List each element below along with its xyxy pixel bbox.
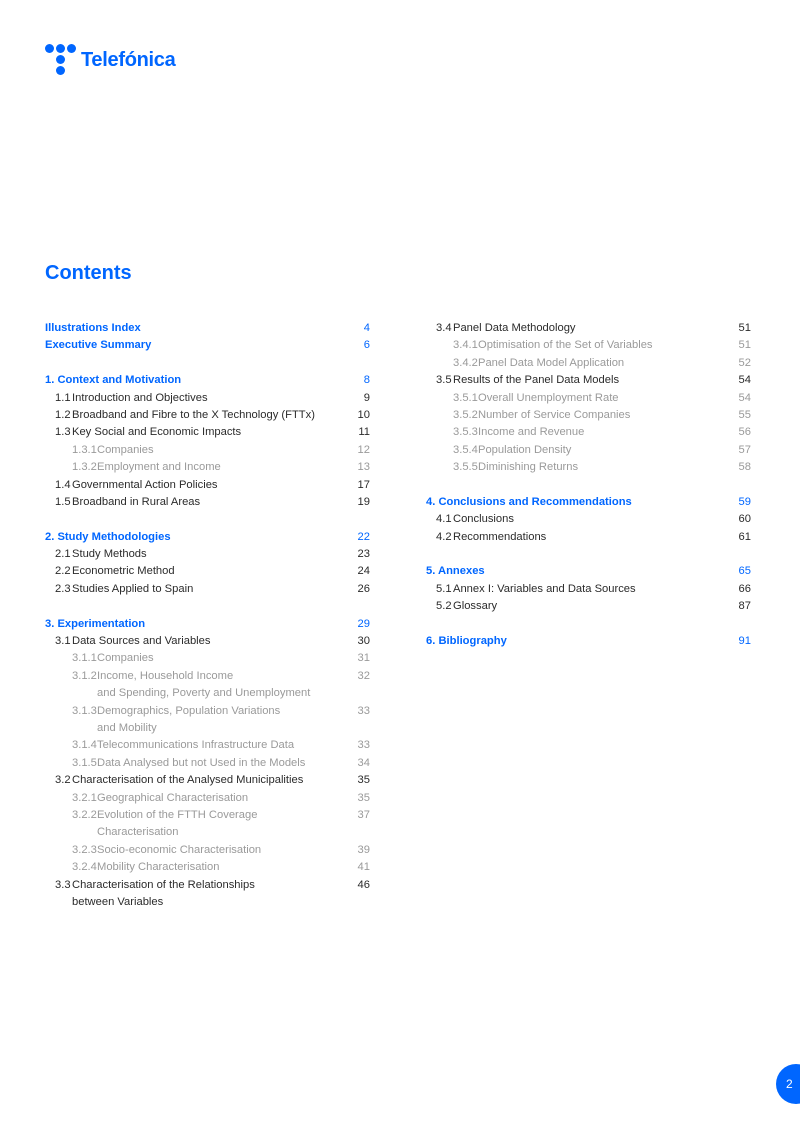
toc-page-number: 46 xyxy=(357,878,370,891)
toc-entry-title: Income, Household Income xyxy=(97,669,234,682)
toc-page-number: 12 xyxy=(357,443,370,456)
toc-page-number: 31 xyxy=(357,652,370,665)
toc-spacer xyxy=(426,546,751,563)
toc-page-number: 57 xyxy=(738,443,751,456)
toc-entry-title: Executive Summary xyxy=(45,339,152,352)
toc-entry xyxy=(45,494,370,511)
toc-entry-number: 3.4.2 xyxy=(453,356,478,369)
toc-entry-title: Governmental Action Policies xyxy=(72,478,218,491)
toc-page-number: 54 xyxy=(738,374,751,387)
toc-page-number: 19 xyxy=(357,495,370,508)
toc-entry-title: Results of the Panel Data Models xyxy=(453,374,620,387)
toc-page-number: 35 xyxy=(357,791,370,804)
toc-entry-number: 3.5.1 xyxy=(453,391,478,404)
toc-entry-number: 5.1 xyxy=(436,582,452,595)
toc-page-number: 65 xyxy=(738,565,751,578)
toc-entry xyxy=(426,442,751,459)
toc-page-number: 39 xyxy=(357,843,370,856)
toc-entry xyxy=(45,685,370,702)
toc-entry xyxy=(426,355,751,372)
toc-page-number: 34 xyxy=(357,756,370,769)
toc-entry-title: between Variables xyxy=(72,895,164,908)
toc-entry-number: 2.1 xyxy=(55,548,71,561)
toc-entry-title: Employment and Income xyxy=(97,461,221,474)
toc-entry-number: 5.2 xyxy=(436,600,452,613)
toc-entry-number: 3.1.2 xyxy=(72,669,97,682)
toc-entry-title: Population Density xyxy=(478,443,572,456)
toc-right-column xyxy=(426,320,751,650)
toc-entry-number: 3.2.3 xyxy=(72,843,97,856)
toc-entry-title: and Spending, Poverty and Unemployment xyxy=(97,687,311,700)
toc-entry-title: Characterisation of the Analysed Municipalities xyxy=(72,774,304,787)
toc-page-number: 61 xyxy=(738,530,751,543)
toc-entry-title: Panel Data Methodology xyxy=(453,322,576,334)
toc-entry-number: 1.4 xyxy=(55,478,71,491)
toc-entry-title: Introduction and Objectives xyxy=(72,391,208,404)
toc-spacer xyxy=(426,477,751,494)
toc-entry-number: 3.5 xyxy=(436,374,452,387)
toc-page-number: 91 xyxy=(738,635,751,648)
toc-entry xyxy=(45,737,370,754)
toc-entry xyxy=(45,772,370,789)
toc-section-heading xyxy=(45,320,370,337)
toc-page-number: 55 xyxy=(738,408,751,421)
toc-entry xyxy=(426,529,751,546)
toc-entry-number: 3.4 xyxy=(436,322,452,334)
toc-section-heading xyxy=(426,563,751,580)
toc-entry-title: Broadband in Rural Areas xyxy=(72,495,201,508)
toc-entry xyxy=(45,877,370,894)
toc-entry-number: 3.5.3 xyxy=(453,426,478,439)
toc-entry-title: Recommendations xyxy=(453,530,547,543)
toc-entry-title: Diminishing Returns xyxy=(478,461,579,474)
toc-entry-title: 5. Annexes xyxy=(426,565,485,578)
toc-page-number: 26 xyxy=(357,582,370,595)
toc-entry-number: 2.2 xyxy=(55,565,71,578)
toc-page-number: 10 xyxy=(357,408,370,421)
toc-entry-number: 3.4.1 xyxy=(453,339,478,352)
toc-entry-title: Panel Data Model Application xyxy=(478,356,625,369)
toc-entry xyxy=(45,720,370,737)
toc-page-number: 35 xyxy=(357,774,370,787)
toc-entry-title: Conclusions xyxy=(453,513,514,526)
toc-entry xyxy=(45,807,370,824)
toc-page-number: 33 xyxy=(357,704,370,717)
toc-entry-title: Mobility Characterisation xyxy=(97,861,220,874)
toc-entry-title: Telecommunications Infrastructure Data xyxy=(97,739,295,752)
toc-entry-title: 2. Study Methodologies xyxy=(45,530,171,543)
toc-entry xyxy=(45,407,370,424)
toc-entry-title: 1. Context and Motivation xyxy=(45,374,182,387)
toc-entry xyxy=(45,859,370,876)
toc-entry xyxy=(45,442,370,459)
toc-entry xyxy=(45,842,370,859)
toc-entry-number: 4.2 xyxy=(436,530,452,543)
toc-entry-title: Key Social and Economic Impacts xyxy=(72,426,242,439)
toc-entry-title: Characterisation xyxy=(97,826,179,839)
toc-entry-title: Overall Unemployment Rate xyxy=(478,391,619,404)
toc-page-number: 9 xyxy=(363,391,370,404)
toc-entry-title: 4. Conclusions and Recommendations xyxy=(426,495,632,508)
toc-page-number: 30 xyxy=(357,635,370,648)
toc-entry-title: Characterisation of the Relationships xyxy=(72,878,255,891)
toc-entry xyxy=(45,668,370,685)
toc-entry-title: Study Methods xyxy=(72,548,147,561)
toc-entry-title: 3. Experimentation xyxy=(45,617,146,630)
page-number-badge: 2 xyxy=(776,1064,800,1104)
toc-entry-number: 2.3 xyxy=(55,582,71,595)
toc-page-number: 56 xyxy=(738,426,751,439)
toc-entry-number: 3.1.1 xyxy=(72,652,97,665)
toc-entry xyxy=(426,337,751,354)
toc-entry-title: Data Analysed but not Used in the Models xyxy=(97,756,306,769)
toc-entry xyxy=(426,390,751,407)
toc-page-number: 11 xyxy=(358,426,370,439)
toc-page-number: 23 xyxy=(357,548,370,561)
toc-page-number: 58 xyxy=(738,461,751,474)
toc-entry-title: Optimisation of the Set of Variables xyxy=(478,339,653,352)
toc-entry xyxy=(45,581,370,598)
toc-page-number: 66 xyxy=(738,582,751,595)
toc-page-number: 4 xyxy=(363,322,370,334)
toc-entry-number: 3.2.2 xyxy=(72,808,97,821)
toc-entry-number: 3.5.2 xyxy=(453,408,478,421)
toc-page-number: 22 xyxy=(357,530,370,543)
toc-entry xyxy=(426,407,751,424)
toc-spacer xyxy=(45,355,370,372)
toc-page-number: 37 xyxy=(357,808,370,821)
toc-entry-title: Annex I: Variables and Data Sources xyxy=(453,582,636,595)
toc-entry-number: 1.3.2 xyxy=(72,461,97,474)
toc-entry-number: 3.1 xyxy=(55,635,71,648)
toc-page-number: 52 xyxy=(738,356,751,369)
toc-entry-number: 3.3 xyxy=(55,878,71,891)
toc-entry xyxy=(426,598,751,615)
toc-section-heading xyxy=(45,337,370,354)
toc-left-column xyxy=(45,320,370,911)
toc-entry xyxy=(45,424,370,441)
toc-entry xyxy=(45,477,370,494)
toc-page-number: 8 xyxy=(363,374,370,387)
toc-entry-title: 6. Bibliography xyxy=(426,635,507,648)
toc-entry xyxy=(45,633,370,650)
toc-entry-number: 3.1.4 xyxy=(72,739,97,752)
toc-entry-number: 3.2 xyxy=(55,774,71,787)
toc-page-number: 60 xyxy=(738,513,751,526)
toc-section-heading xyxy=(45,616,370,633)
toc-entry xyxy=(45,546,370,563)
toc-entry-title: Data Sources and Variables xyxy=(72,635,211,648)
toc-page-number: 41 xyxy=(357,861,370,874)
toc-entry-title: Studies Applied to Spain xyxy=(72,582,194,595)
toc-entry-number: 4.1 xyxy=(436,513,452,526)
toc-page-number: 51 xyxy=(738,322,751,334)
toc-entry xyxy=(426,320,751,337)
telefonica-logo xyxy=(45,44,175,76)
toc-entry xyxy=(45,790,370,807)
toc-entry-title: Companies xyxy=(97,443,154,456)
toc-entry-title: Glossary xyxy=(453,600,498,613)
toc-page-number: 59 xyxy=(738,495,751,508)
brand-name: Telefónica xyxy=(81,48,176,71)
toc-page-number: 32 xyxy=(357,669,370,682)
toc-section-heading xyxy=(45,529,370,546)
toc-entry xyxy=(45,563,370,580)
toc-entry xyxy=(426,459,751,476)
toc-entry-number: 3.1.5 xyxy=(72,756,97,769)
toc-entry-number: 3.1.3 xyxy=(72,704,97,717)
toc-entry xyxy=(45,650,370,667)
toc-entry xyxy=(426,372,751,389)
toc-entry xyxy=(426,424,751,441)
toc-spacer xyxy=(45,598,370,615)
toc-page-number: 24 xyxy=(357,565,370,578)
toc-entry-number: 1.2 xyxy=(55,408,71,421)
toc-spacer xyxy=(426,616,751,633)
page-title: Contents xyxy=(45,262,132,284)
toc-page-number: 29 xyxy=(357,617,370,630)
toc-entry-title: Broadband and Fibre to the X Technology (FTTx) xyxy=(72,408,315,421)
toc-entry-title: Demographics, Population Variations xyxy=(97,704,281,717)
toc-section-heading xyxy=(426,494,751,511)
toc-entry-number: 3.2.1 xyxy=(72,791,97,804)
toc-section-heading xyxy=(45,372,370,389)
toc-entry-title: Econometric Method xyxy=(72,565,175,578)
toc-entry xyxy=(45,703,370,720)
toc-entry-number: 1.3 xyxy=(55,426,71,439)
toc-entry xyxy=(45,755,370,772)
toc-entry-title: and Mobility xyxy=(97,721,157,734)
toc-page-number: 6 xyxy=(363,339,370,352)
toc-entry xyxy=(45,390,370,407)
toc-entry xyxy=(426,581,751,598)
toc-entry-title: Geographical Characterisation xyxy=(97,791,249,804)
toc-entry-title: Companies xyxy=(97,652,154,665)
toc-page-number: 33 xyxy=(357,739,370,752)
toc-entry xyxy=(426,511,751,528)
toc-spacer xyxy=(45,511,370,528)
toc-page-number: 87 xyxy=(738,600,751,613)
toc-entry-number: 3.5.4 xyxy=(453,443,478,456)
toc-section-heading xyxy=(426,633,751,650)
toc-page-number: 13 xyxy=(357,461,370,474)
toc-entry-title: Income and Revenue xyxy=(478,426,585,439)
toc-entry-number: 3.2.4 xyxy=(72,861,97,874)
toc-entry xyxy=(45,824,370,841)
toc-entry xyxy=(45,894,370,911)
toc-page-number: 51 xyxy=(738,339,751,352)
toc-entry-number: 1.1 xyxy=(55,391,71,404)
toc-page-number: 17 xyxy=(357,478,370,491)
toc-entry-number: 3.5.5 xyxy=(453,461,478,474)
toc-entry-title: Evolution of the FTTH Coverage xyxy=(97,808,258,821)
telefonica-dots-logo-icon xyxy=(45,44,77,76)
toc-entry-title: Number of Service Companies xyxy=(478,408,631,421)
toc-entry-title: Illustrations Index xyxy=(45,322,141,334)
toc-entry-title: Socio-economic Characterisation xyxy=(97,843,262,856)
toc-entry-number: 1.3.1 xyxy=(72,443,97,456)
toc-page-number: 54 xyxy=(738,391,751,404)
toc-entry xyxy=(45,459,370,476)
toc-entry-number: 1.5 xyxy=(55,495,71,508)
